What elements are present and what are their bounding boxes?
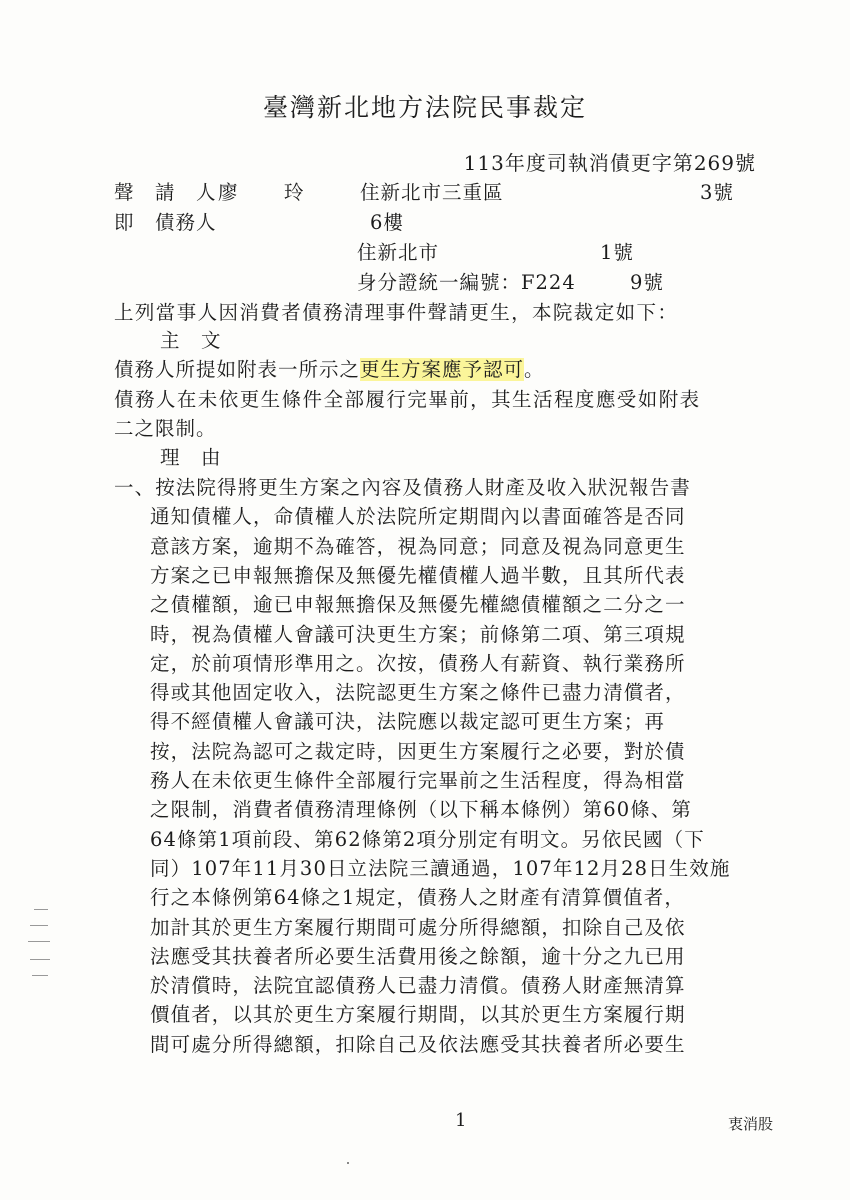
reason-line: 按，法院為認可之裁定時，因更生方案履行之必要，對於債 [150, 739, 686, 763]
reason-line: 於清償時，法院宜認債務人已盡力清償。債務人財產無清算 [150, 974, 686, 998]
main-line-1-c: 。 [524, 358, 545, 381]
reason-line: 法應受其扶養者所必要生活費用後之餘額，逾十分之九已用 [150, 944, 686, 968]
main-heading: 主 文 [160, 329, 222, 352]
reason-line: 之債權額，逾已申報無擔保及無優先權總債權額之二分之一 [150, 593, 686, 617]
reason-line: 得不經債權人會議可決，法院應以裁定認可更生方案；再 [150, 710, 666, 734]
reason-line: 同）107年11月30日立法院三讀通過，107年12月28日生效施 [150, 856, 731, 880]
reason-line: 價值者，以其於更生方案履行期間，以其於更生方案履行期 [150, 1003, 686, 1027]
reason-line: 方案之已申報無擔保及無優先權債權人過半數，且其所代表 [150, 563, 686, 587]
main-line-1 [114, 354, 545, 382]
reason-line: 得或其他固定收入，法院認更生方案之條件已盡力清償者， [150, 681, 686, 705]
id-number-prefix: 身分證統一編號：F224 [357, 271, 576, 294]
department-label: 衷消股 [728, 1115, 774, 1133]
debtor-label: 即 債務人 [114, 211, 217, 234]
petitioner-label: 聲 請 人 [114, 181, 217, 204]
reason-line: 之限制，消費者債務清理條例（以下稱本條例）第60條、第 [150, 798, 693, 822]
reason-line: 時，視為債權人會議可決更生方案；前條第二項、第三項規 [150, 622, 686, 646]
petitioner-name-part2: 玲 [284, 181, 305, 204]
address2-suffix: 1號 [600, 241, 634, 264]
address1-line2: 6樓 [370, 211, 404, 234]
reason-line: 加計其於更生方案履行期間可處分所得總額，扣除自己及依 [150, 915, 686, 939]
reason-line: 通知債權人，命債權人於法院所定期間內以書面確答是否同 [150, 505, 686, 529]
petitioner-name-part1: 廖 [218, 181, 239, 204]
highlighted-approval-text: 更生方案應予認可 [360, 358, 525, 381]
reason-line: 間可處分所得總額，扣除自己及依法應受其扶養者所必要生 [150, 1032, 686, 1056]
margin-marks [20, 905, 70, 995]
page-number: 1 [455, 1110, 467, 1131]
reason-line: 意該方案，逾期不為確答，視為同意；同意及視為同意更生 [150, 534, 686, 558]
id-number-suffix: 9號 [630, 271, 664, 294]
reason-line: 64條第1項前段、第62條第2項分別定有明文。另依民國（下 [150, 827, 705, 851]
intro-line: 上列當事人因消費者債務清理事件聲請更生，本院裁定如下： [114, 301, 679, 324]
reason-line: 一、按法院得將更生方案之內容及債務人財產及收入狀況報告書 [114, 476, 691, 499]
address1-suffix: 3號 [700, 181, 734, 204]
document-title: 臺灣新北地方法院民事裁定 [262, 93, 587, 122]
address2-prefix: 住新北市 [357, 241, 440, 264]
address1-prefix: 住新北市三重區 [360, 181, 504, 204]
reason-line: 務人在未依更生條件全部履行完畢前之生活程度，得為相當 [150, 769, 686, 792]
case-number: 113年度司執消債更字第269號 [463, 151, 756, 175]
main-line-1-a: 債務人所提如附表一所示之 [114, 358, 361, 381]
main-line-3: 二之限制。 [114, 417, 217, 440]
reason-heading: 理 由 [160, 446, 222, 469]
reason-line: 行之本條例第64條之1規定，債務人之財產有清算價值者， [150, 886, 685, 910]
reason-line: 定，於前項情形準用之。次按，債務人有薪資、執行業務所 [150, 651, 686, 675]
scan-speck [347, 1162, 349, 1164]
main-line-2: 債務人在未依更生條件全部履行完畢前，其生活程度應受如附表 [114, 388, 701, 411]
